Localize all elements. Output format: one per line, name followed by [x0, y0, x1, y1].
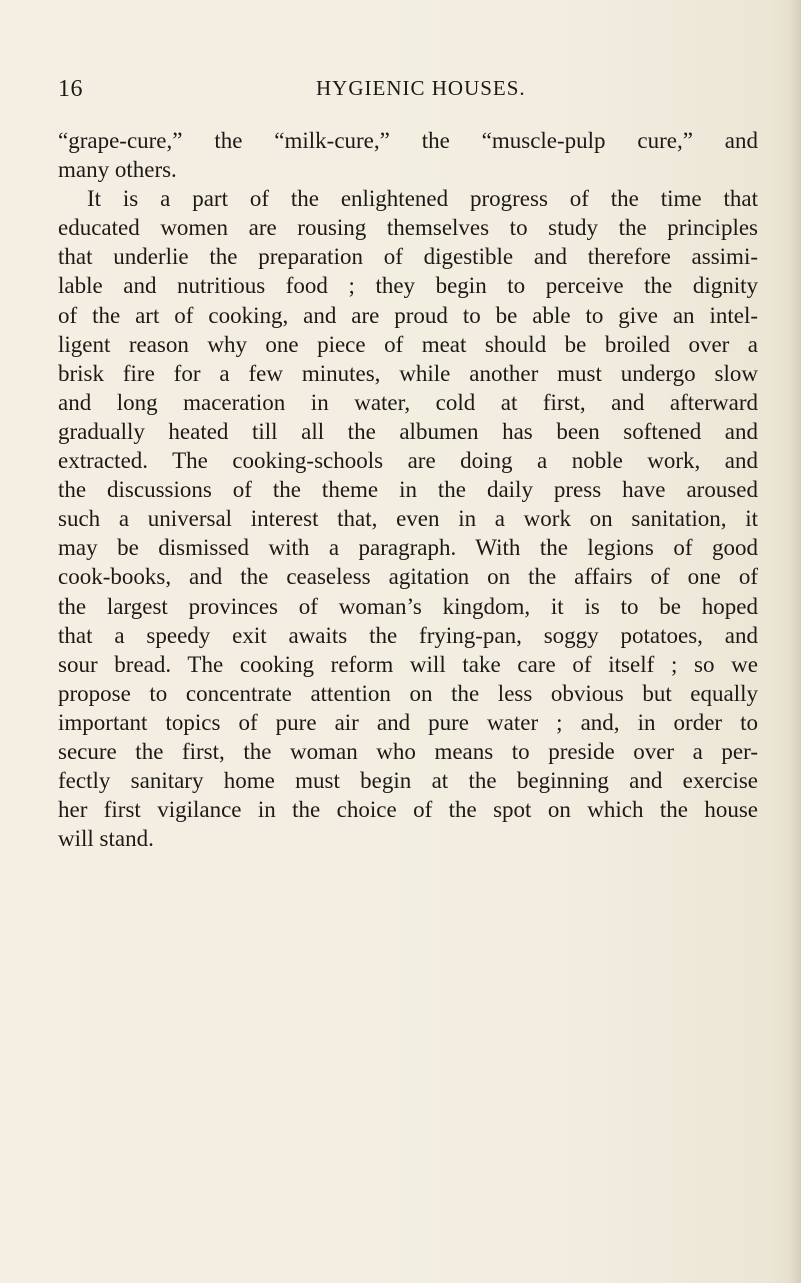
text-line: the largest provinces of woman’s kingdom, it is to be hoped	[58, 593, 758, 619]
text-line: cook-books, and the ceaseless agitation on the affairs of one of	[58, 564, 758, 590]
text-line: her first vigilance in the choice of the spot on which the house	[58, 797, 758, 823]
text-line: the discussions of the theme in the daily press have aroused	[58, 477, 758, 503]
text-line: sour bread. The cooking reform will take care of itself ; so we	[58, 651, 758, 677]
body-text	[58, 126, 758, 853]
text-line: extracted. The cooking-schools are doing a noble work, and	[58, 448, 758, 474]
text-line: lable and nutritious food ; they begin to perceive the dignity	[58, 273, 758, 299]
text-line: fectly sanitary home must begin at the beginning and exercise	[58, 768, 758, 794]
text-line: It is a part of the enlightened progress of the time that	[87, 186, 758, 212]
text-line: important topics of pure air and pure water ; and, in order to	[58, 709, 758, 735]
text-line: brisk fire for a few minutes, while another must undergo slow	[58, 360, 758, 386]
text-line: that underlie the preparation of digestible and therefore assimi-	[58, 244, 758, 270]
text-line: educated women are rousing themselves to study the principles	[58, 215, 758, 241]
text-line: of the art of cooking, and are proud to be able to give an intel-	[58, 302, 758, 328]
text-line: many others.	[58, 157, 177, 183]
text-line: that a speedy exit awaits the frying-pan, soggy potatoes, and	[58, 622, 758, 648]
text-line: will stand.	[58, 826, 154, 852]
text-line: ligent reason why one piece of meat should be broiled over a	[58, 331, 758, 357]
page-number: 16	[58, 76, 83, 102]
text-line: such a universal interest that, even in a work on sanitation, it	[58, 506, 758, 532]
page-header	[58, 76, 758, 110]
text-line: gradually heated till all the albumen has been softened and	[58, 418, 758, 444]
text-line: and long maceration in water, cold at first, and afterward	[58, 389, 758, 415]
running-head: HYGIENIC HOUSES.	[316, 76, 526, 100]
page-edge-shadow	[789, 0, 801, 1283]
text-line: secure the first, the woman who means to preside over a per-	[58, 738, 758, 764]
text-line: may be dismissed with a paragraph. With the legions of good	[58, 535, 758, 561]
text-line: “grape-cure,” the “milk-cure,” the “muscle-pulp cure,” and	[58, 128, 758, 153]
text-line: propose to concentrate attention on the less obvious but equally	[58, 680, 758, 706]
